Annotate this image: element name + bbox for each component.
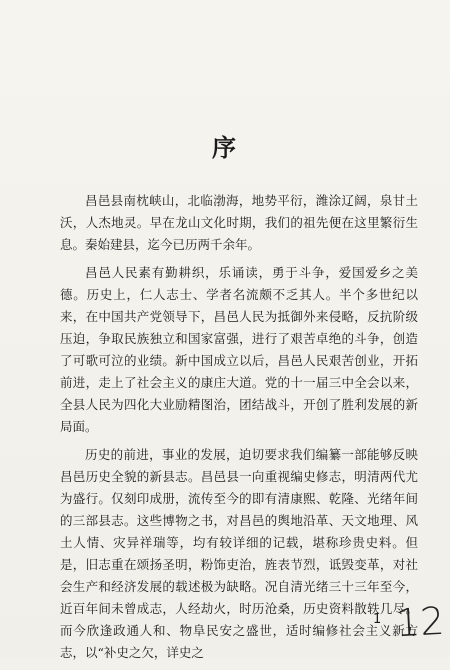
preface-title: 序 [212,133,238,162]
preface-body [60,190,418,670]
page-number: 1 [373,612,382,627]
paragraph-1: 昌邑县南枕峡山，北临渤海，地势平衍，潍涂辽阔，泉甘土沃，人杰地灵。早在龙山文化时期，我们的祖先便在这里繁衍生息。秦始建县，迄今已历两千余年。 [60,193,418,252]
handwritten-page-mark: 12 [394,598,446,646]
paragraph-2: 昌邑人民素有勤耕织，乐诵读，勇于斗争，爱国爱乡之美德。历史上，仁人志士、学者名流颇不乏其人。半个多世纪以来，在中国共产党领导下，昌邑人民为抵御外来侵略，反抗阶级压迫，争取民族独立和国家富强，进行了艰苦卓绝的斗争，创造了可歌可泣的业绩。新中国成立以后，昌邑人民艰苦创业，开拓前进，走上了社会主义的康庄大道。党的十一届三中全会以来，全县人民为四化大业励精图治，团结战斗，开创了胜利发展的新局面。 [60,265,418,434]
paragraph-3: 历史的前进，事业的发展，迫切要求我们编纂一部能够反映昌邑历史全貌的新县志。昌邑县一向重视编史修志，明清两代尤为盛行。仅刻印成册，流传至今的即有清康熙、乾隆、光绪年间的三部县志。这些博物之书，对昌邑的舆地沿革、天文地理、风土人情、灾异祥瑞等，均有较详细的记载，堪称珍贵史料。但是，旧志重在颂扬圣明，粉饰吏治，旌表节烈，诋毁变革，对社会生产和经济发展的载述极为缺略。况自清光绪三十三年至今，近百年间未曾成志，人经劫火，时历沧桑，历史资料散轶几尽。而今欣逢政通人和、物阜民安之盛世，适时编修社会主义新方志，以“补史之欠，详史之 [60,447,418,660]
